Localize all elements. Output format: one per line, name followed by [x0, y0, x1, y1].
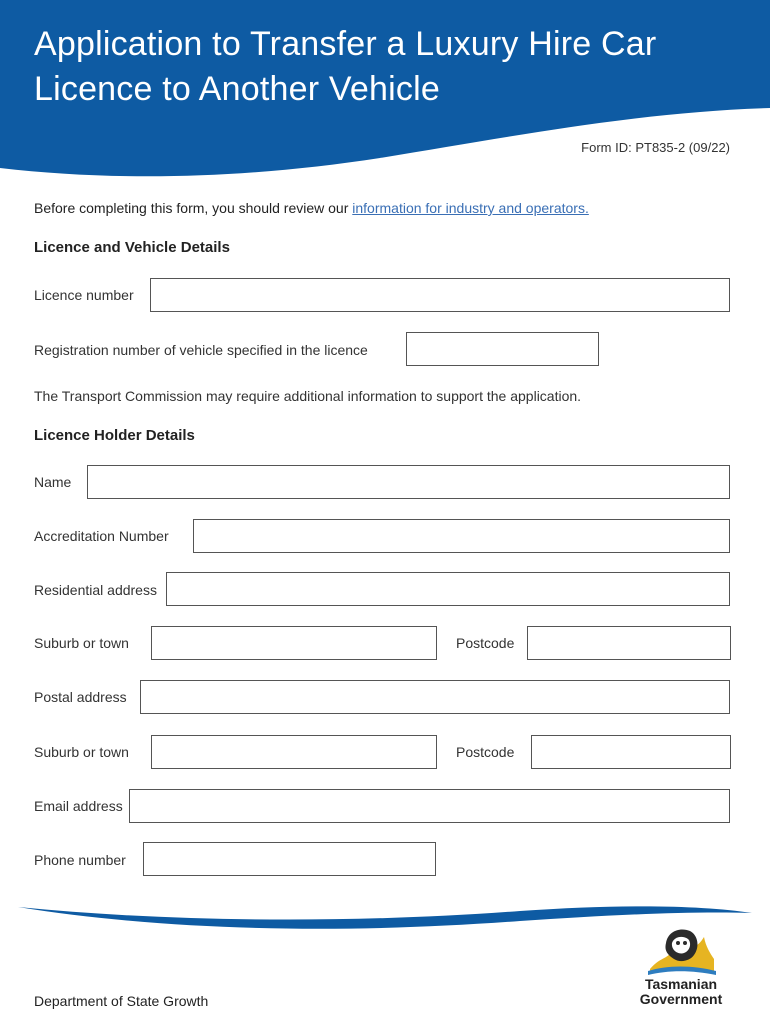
form-id: Form ID: PT835-2 (09/22) [581, 140, 730, 155]
section-heading-licence-holder: Licence Holder Details [34, 427, 195, 444]
logo-line-2: Government [639, 991, 723, 1007]
tasmanian-government-logo [626, 925, 736, 1013]
postcode-field-postal[interactable] [531, 735, 731, 769]
logo-wordmark [626, 977, 736, 1007]
registration-number-label: Registration number of vehicle specified in the licence [34, 342, 368, 358]
department-name: Department of State Growth [34, 993, 209, 1009]
suburb-town-field-postal[interactable] [151, 735, 437, 769]
accreditation-number-label: Accreditation Number [34, 528, 169, 544]
licence-number-field[interactable] [150, 278, 730, 312]
page-title: Application to Transfer a Luxury Hire Car Licence to Another Vehicle [34, 25, 657, 108]
postcode-label-residential: Postcode [456, 635, 515, 651]
name-field[interactable] [87, 465, 730, 499]
suburb-town-label-postal: Suburb or town [34, 744, 129, 760]
intro-text [34, 200, 589, 216]
residential-address-label: Residential address [34, 582, 157, 598]
postal-address-field[interactable] [140, 680, 730, 714]
postcode-field-residential[interactable] [527, 626, 731, 660]
transport-commission-note: The Transport Commission may require additional information to support the application. [34, 388, 582, 404]
phone-number-field[interactable] [143, 842, 436, 876]
email-address-field[interactable] [129, 789, 730, 823]
name-label: Name [34, 474, 72, 490]
section-heading-licence-vehicle: Licence and Vehicle Details [34, 239, 230, 256]
intro-text-body: Before completing this form, you should review our [34, 200, 353, 216]
postcode-label-postal: Postcode [456, 744, 515, 760]
logo-line-1: Tasmanian [644, 976, 718, 992]
email-address-label: Email address [34, 798, 123, 814]
postal-address-label: Postal address [34, 689, 127, 705]
licence-number-label: Licence number [34, 287, 134, 303]
suburb-town-label-residential: Suburb or town [34, 635, 129, 651]
accreditation-number-field[interactable] [193, 519, 730, 553]
tasmanian-tiger-icon [644, 925, 718, 977]
registration-number-field[interactable] [406, 332, 599, 366]
suburb-town-field-residential[interactable] [151, 626, 437, 660]
industry-info-link[interactable]: information for industry and operators. [352, 200, 589, 216]
residential-address-field[interactable] [166, 572, 730, 606]
phone-number-label: Phone number [34, 852, 126, 868]
